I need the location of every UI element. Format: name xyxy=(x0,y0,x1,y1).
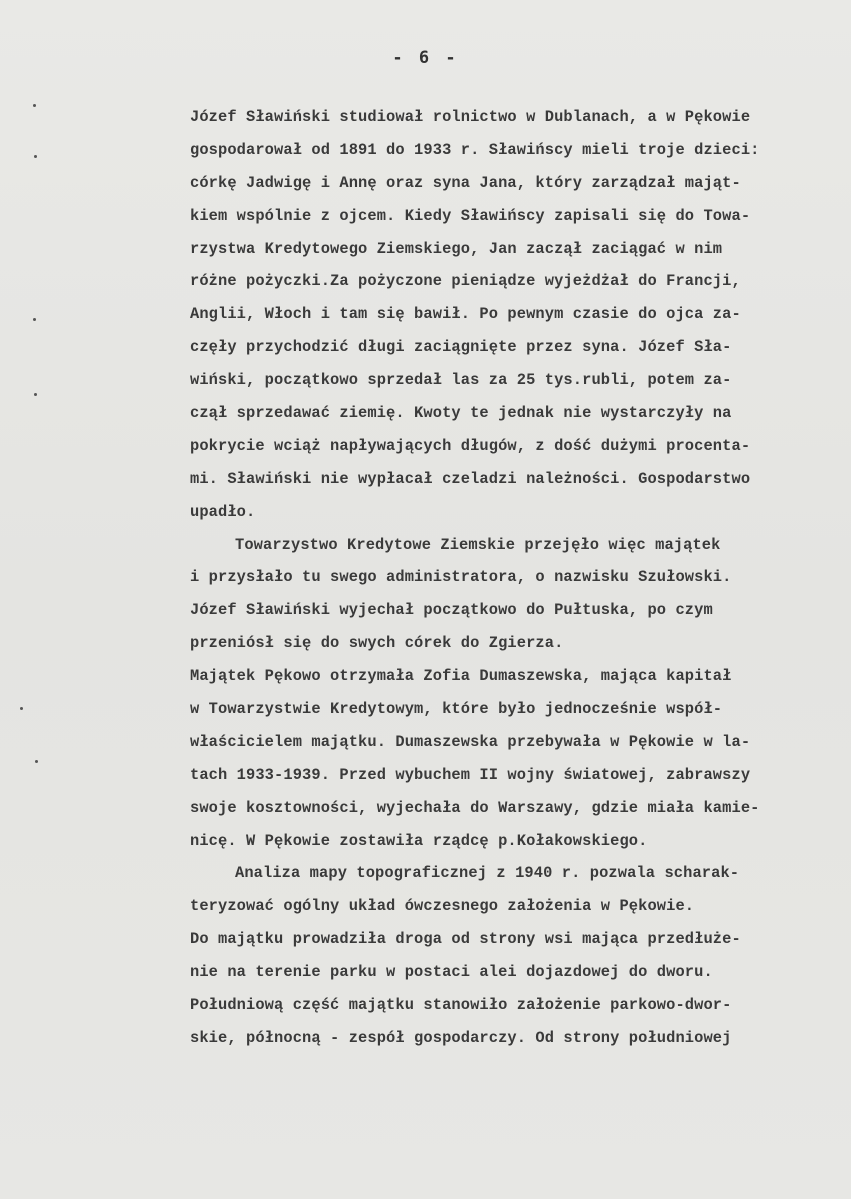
text-line: pokrycie wciąż napływających długów, z dość dużymi procenta- xyxy=(190,436,751,455)
margin-mark xyxy=(34,155,37,158)
text-line: Do majątku prowadziła droga od strony wsi mająca przedłuże- xyxy=(190,930,741,949)
margin-mark xyxy=(33,104,36,107)
text-line: nicę. W Pękowie zostawiła rządcę p.Kołakowskiego. xyxy=(190,831,648,850)
text-line: nie na terenie parku w postaci alei dojazdowej do dworu. xyxy=(190,963,713,982)
text-line: Południową część majątku stanowiło założenie parkowo-dwor- xyxy=(190,996,732,1015)
margin-mark xyxy=(33,318,36,321)
text-line: mi. Sławiński nie wypłacał czeladzi należności. Gospodarstwo xyxy=(190,469,751,488)
margin-mark xyxy=(20,707,23,710)
text-line: rzystwa Kredytowego Ziemskiego, Jan zaczął zaciągać w nim xyxy=(190,239,723,258)
margin-mark xyxy=(34,393,37,396)
text-line: częły przychodzić długi zaciągnięte przez syna. Józef Sła- xyxy=(190,338,732,357)
text-line: Majątek Pękowo otrzymała Zofia Dumaszewska, mająca kapitał xyxy=(190,667,732,686)
body-text xyxy=(190,101,830,1055)
text-line: i przysłało tu swego administratora, o nazwisku Szułowski. xyxy=(190,568,732,587)
text-line: właścicielem majątku. Dumaszewska przebywała w Pękowie w la- xyxy=(190,732,751,751)
text-line: Towarzystwo Kredytowe Ziemskie przejęło więc majątek xyxy=(235,535,721,554)
text-line: wiński, początkowo sprzedał las za 25 tys.rubli, potem za- xyxy=(190,371,732,390)
page-number: - 6 - xyxy=(392,48,459,68)
margin-mark xyxy=(35,760,38,763)
text-line: tach 1933-1939. Przed wybuchem II wojny światowej, zabrawszy xyxy=(190,765,751,784)
text-line: skie, północną - zespół gospodarczy. Od strony południowej xyxy=(190,1028,732,1047)
text-line: różne pożyczki.Za pożyczone pieniądze wyjeżdżał do Francji, xyxy=(190,272,741,291)
text-line: w Towarzystwie Kredytowym, które było jednocześnie współ- xyxy=(190,700,723,719)
text-line: czął sprzedawać ziemię. Kwoty te jednak nie wystarczyły na xyxy=(190,404,732,423)
text-line: teryzować ogólny układ ówczesnego założenia w Pękowie. xyxy=(190,897,695,916)
text-line: Anglii, Włoch i tam się bawił. Po pewnym czasie do ojca za- xyxy=(190,305,741,324)
text-line: Józef Sławiński wyjechał początkowo do Pułtuska, po czym xyxy=(190,601,713,620)
text-line: gospodarował od 1891 do 1933 r. Sławińscy mieli troje dzieci: xyxy=(190,140,760,159)
text-line: upadło. xyxy=(190,502,256,521)
text-line: córkę Jadwigę i Annę oraz syna Jana, który zarządzał mająt- xyxy=(190,173,741,192)
text-line: przeniósł się do swych córek do Zgierza. xyxy=(190,634,564,653)
text-line: Analiza mapy topograficznej z 1940 r. pozwala scharak- xyxy=(235,864,740,883)
text-line: kiem wspólnie z ojcem. Kiedy Sławińscy zapisali się do Towa- xyxy=(190,206,751,225)
text-line: swoje kosztowności, wyjechała do Warszawy, gdzie miała kamie- xyxy=(190,798,760,817)
text-line: Józef Sławiński studiował rolnictwo w Dublanach, a w Pękowie xyxy=(190,108,751,126)
